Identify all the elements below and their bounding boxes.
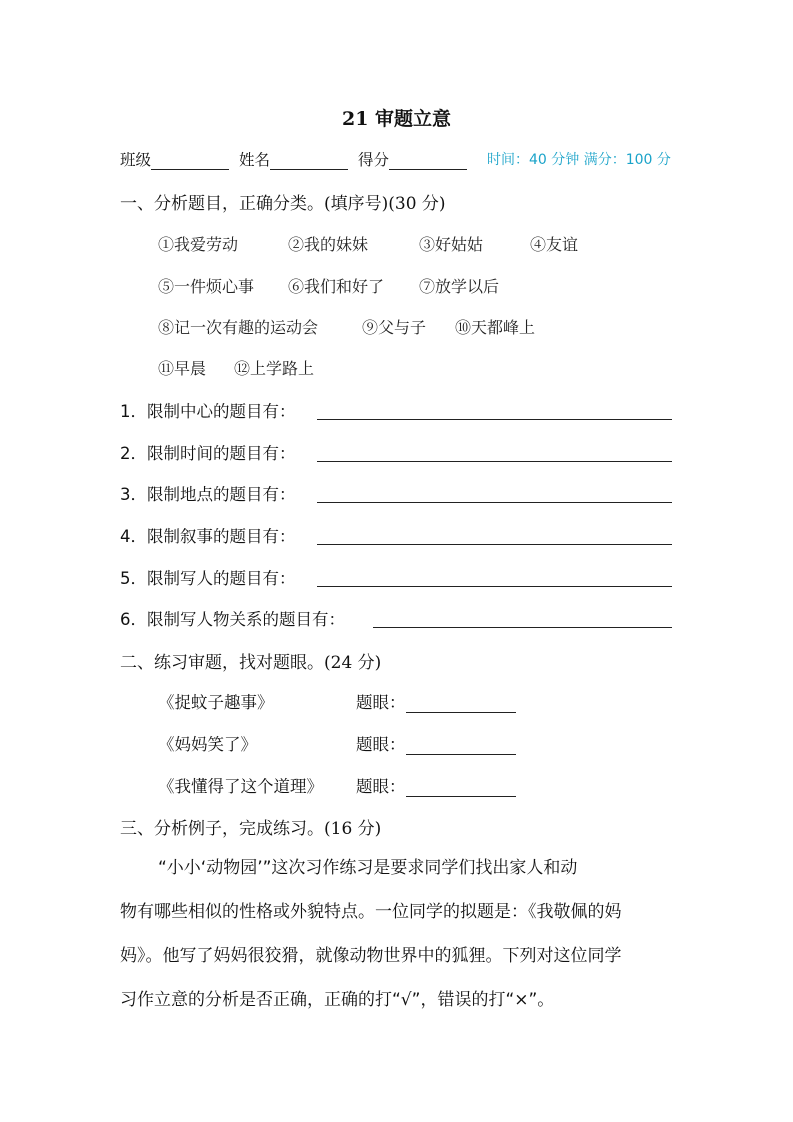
section3-score: (16 分) — [324, 819, 382, 839]
question-label: 2．限制时间的题目有： — [120, 444, 296, 463]
answer-line[interactable] — [317, 461, 672, 462]
page-title: 21 审题立意 — [341, 108, 452, 130]
keyword-title: 《妈妈笑了》 — [158, 735, 257, 754]
section3-title: 三、分析例子，完成练习。 — [120, 819, 324, 839]
option-item: ⑧记一次有趣的运动会 — [158, 318, 319, 337]
section2-heading — [120, 648, 381, 673]
section1-title: 一、分析题目，正确分类。 — [120, 194, 324, 214]
time-info: 时间：40 分钟 满分：100 分 — [487, 152, 671, 168]
keyword-blank[interactable] — [406, 696, 516, 713]
answer-line[interactable] — [317, 544, 672, 545]
name-label: 姓名 — [239, 151, 271, 169]
option-item: ②我的妹妹 — [288, 235, 369, 254]
section1-heading — [120, 189, 446, 214]
answer-line[interactable] — [317, 502, 672, 503]
answer-line[interactable] — [373, 627, 672, 628]
keyword-label: 题眼： — [356, 735, 406, 754]
keyword-label: 题眼： — [356, 693, 406, 712]
keyword-title: 《我懂得了这个道理》 — [158, 777, 323, 796]
name-blank[interactable] — [270, 153, 348, 170]
keyword-field — [356, 689, 516, 713]
keyword-field — [356, 731, 516, 755]
keyword-blank[interactable] — [406, 738, 516, 755]
section1-score: (填序号)(30 分) — [324, 194, 446, 214]
class-field — [120, 148, 229, 170]
score-blank[interactable] — [389, 153, 467, 170]
class-label: 班级 — [120, 151, 152, 169]
score-label: 得分 — [358, 151, 390, 169]
option-item: ⑦放学以后 — [419, 277, 500, 296]
keyword-blank[interactable] — [406, 780, 516, 797]
question-label: 4．限制叙事的题目有： — [120, 527, 296, 546]
question-6 — [120, 606, 672, 630]
keyword-label: 题眼： — [356, 777, 406, 796]
question-3 — [120, 481, 672, 505]
section2-score: (24 分) — [324, 653, 382, 673]
section2-title: 二、练习审题，找对题眼。 — [120, 653, 324, 673]
option-item: ⑨父与子 — [362, 318, 427, 337]
keyword-field — [356, 773, 516, 797]
option-item: ⑪早晨 — [158, 359, 207, 378]
question-label: 3．限制地点的题目有： — [120, 485, 296, 504]
question-1 — [120, 398, 672, 422]
paragraph-line: 习作立意的分析是否正确，正确的打“√”，错误的打“×”。 — [120, 990, 555, 1010]
score-field — [358, 148, 467, 170]
option-item: ⑤一件烦心事 — [158, 277, 255, 296]
question-label: 5．限制写人的题目有： — [120, 569, 296, 588]
option-item: ④友谊 — [530, 235, 579, 254]
option-item: ①我爱劳动 — [158, 235, 239, 254]
class-blank[interactable] — [151, 153, 229, 170]
question-label: 6．限制写人物关系的题目有： — [120, 610, 345, 629]
paragraph-line: “小小‘动物园’”这次习作练习是要求同学们找出家人和动 — [158, 858, 578, 878]
keyword-title: 《捉蚊子趣事》 — [158, 693, 274, 712]
paragraph-line: 物有哪些相似的性格或外貌特点。一位同学的拟题是：《我敬佩的妈 — [120, 902, 622, 922]
question-4 — [120, 523, 672, 547]
answer-line[interactable] — [317, 419, 672, 420]
name-field — [239, 148, 348, 170]
option-item: ⑩天都峰上 — [455, 318, 536, 337]
question-label: 1．限制中心的题目有： — [120, 402, 296, 421]
paragraph-line: 妈》。他写了妈妈很狡猾，就像动物世界中的狐狸。下列对这位同学 — [120, 946, 622, 966]
option-item: ⑫上学路上 — [234, 359, 315, 378]
question-5 — [120, 565, 672, 589]
question-2 — [120, 440, 672, 464]
option-item: ⑥我们和好了 — [288, 277, 385, 296]
option-item: ③好姑姑 — [419, 235, 484, 254]
section3-heading — [120, 814, 381, 839]
answer-line[interactable] — [317, 586, 672, 587]
